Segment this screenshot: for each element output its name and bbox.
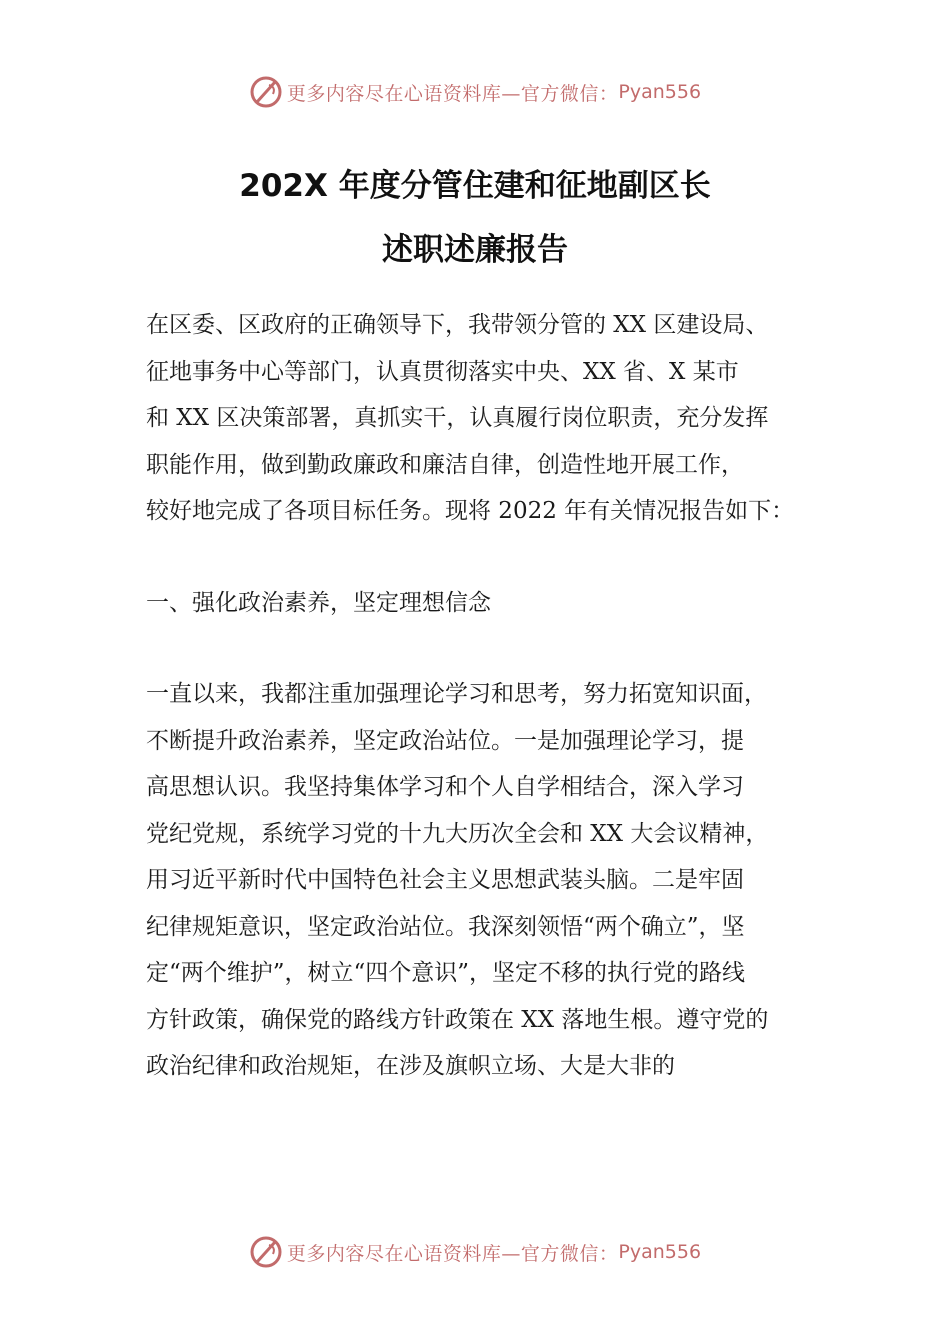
text-line: 一直以来，我都注重加强理论学习和思考，努力拓宽知识面， — [146, 681, 767, 707]
text-line: 职能作用，做到勤政廉政和廉洁自律，创造性地开展工作， — [146, 451, 744, 478]
text-line: 和 XX 区决策部署，真抓实干，认真履行岗位职责，充分发挥 — [146, 405, 769, 431]
text-line: 较好地完成了各项目标任务。现将 2022 年有关情况报告如下： — [146, 498, 795, 524]
intro-paragraph — [146, 302, 826, 535]
quill-logo-icon — [249, 1235, 283, 1269]
text-line: 征地事务中心等部门，认真贯彻落实中央、XX 省、X 某市 — [146, 358, 739, 385]
quill-logo-icon — [249, 75, 283, 109]
watermark-text: 更多内容尽在心语资料库—官方微信： — [286, 1242, 619, 1265]
text-line: 方针政策，确保党的路线方针政策在 XX 落地生根。遵守党的 — [146, 1006, 769, 1033]
text-line: 纪律规矩意识，坚定政治站位。我深刻领悟“两个确立”，坚 — [146, 913, 745, 940]
watermark-wechat-id: Pyan556 — [618, 1241, 702, 1263]
text-line: 定“两个维护”，树立“四个意识”，坚定不移的执行党的路线 — [146, 960, 746, 986]
watermark-text: 更多内容尽在心语资料库—官方微信： — [286, 82, 619, 105]
text-line: 在区委、区政府的正确领导下，我带领分管的 XX 区建设局、 — [146, 312, 769, 338]
document-title-line2: 述职述廉报告 — [382, 232, 568, 268]
document-body — [146, 302, 826, 1135]
header-watermark — [0, 70, 950, 114]
text-line: 不断提升政治素养，坚定政治站位。一是加强理论学习，提 — [146, 727, 744, 754]
section1-paragraph — [146, 671, 826, 1090]
document-title-line1: 202X 年度分管住建和征地副区长 — [239, 168, 711, 204]
section-heading: 一、强化政治素养，坚定理想信念 — [146, 589, 491, 616]
text-line: 用习近平新时代中国特色社会主义思想武装头脑。二是牢固 — [146, 867, 744, 893]
watermark-wechat-id: Pyan556 — [618, 81, 702, 103]
text-line: 高思想认识。我坚持集体学习和个人自学相结合，深入学习 — [146, 774, 744, 800]
text-line: 党纪党规，系统学习党的十九大历次全会和 XX 大会议精神， — [146, 820, 769, 847]
text-line: 政治纪律和政治规矩，在涉及旗帜立场、大是大非的 — [146, 1053, 675, 1079]
footer-watermark — [0, 1230, 950, 1274]
